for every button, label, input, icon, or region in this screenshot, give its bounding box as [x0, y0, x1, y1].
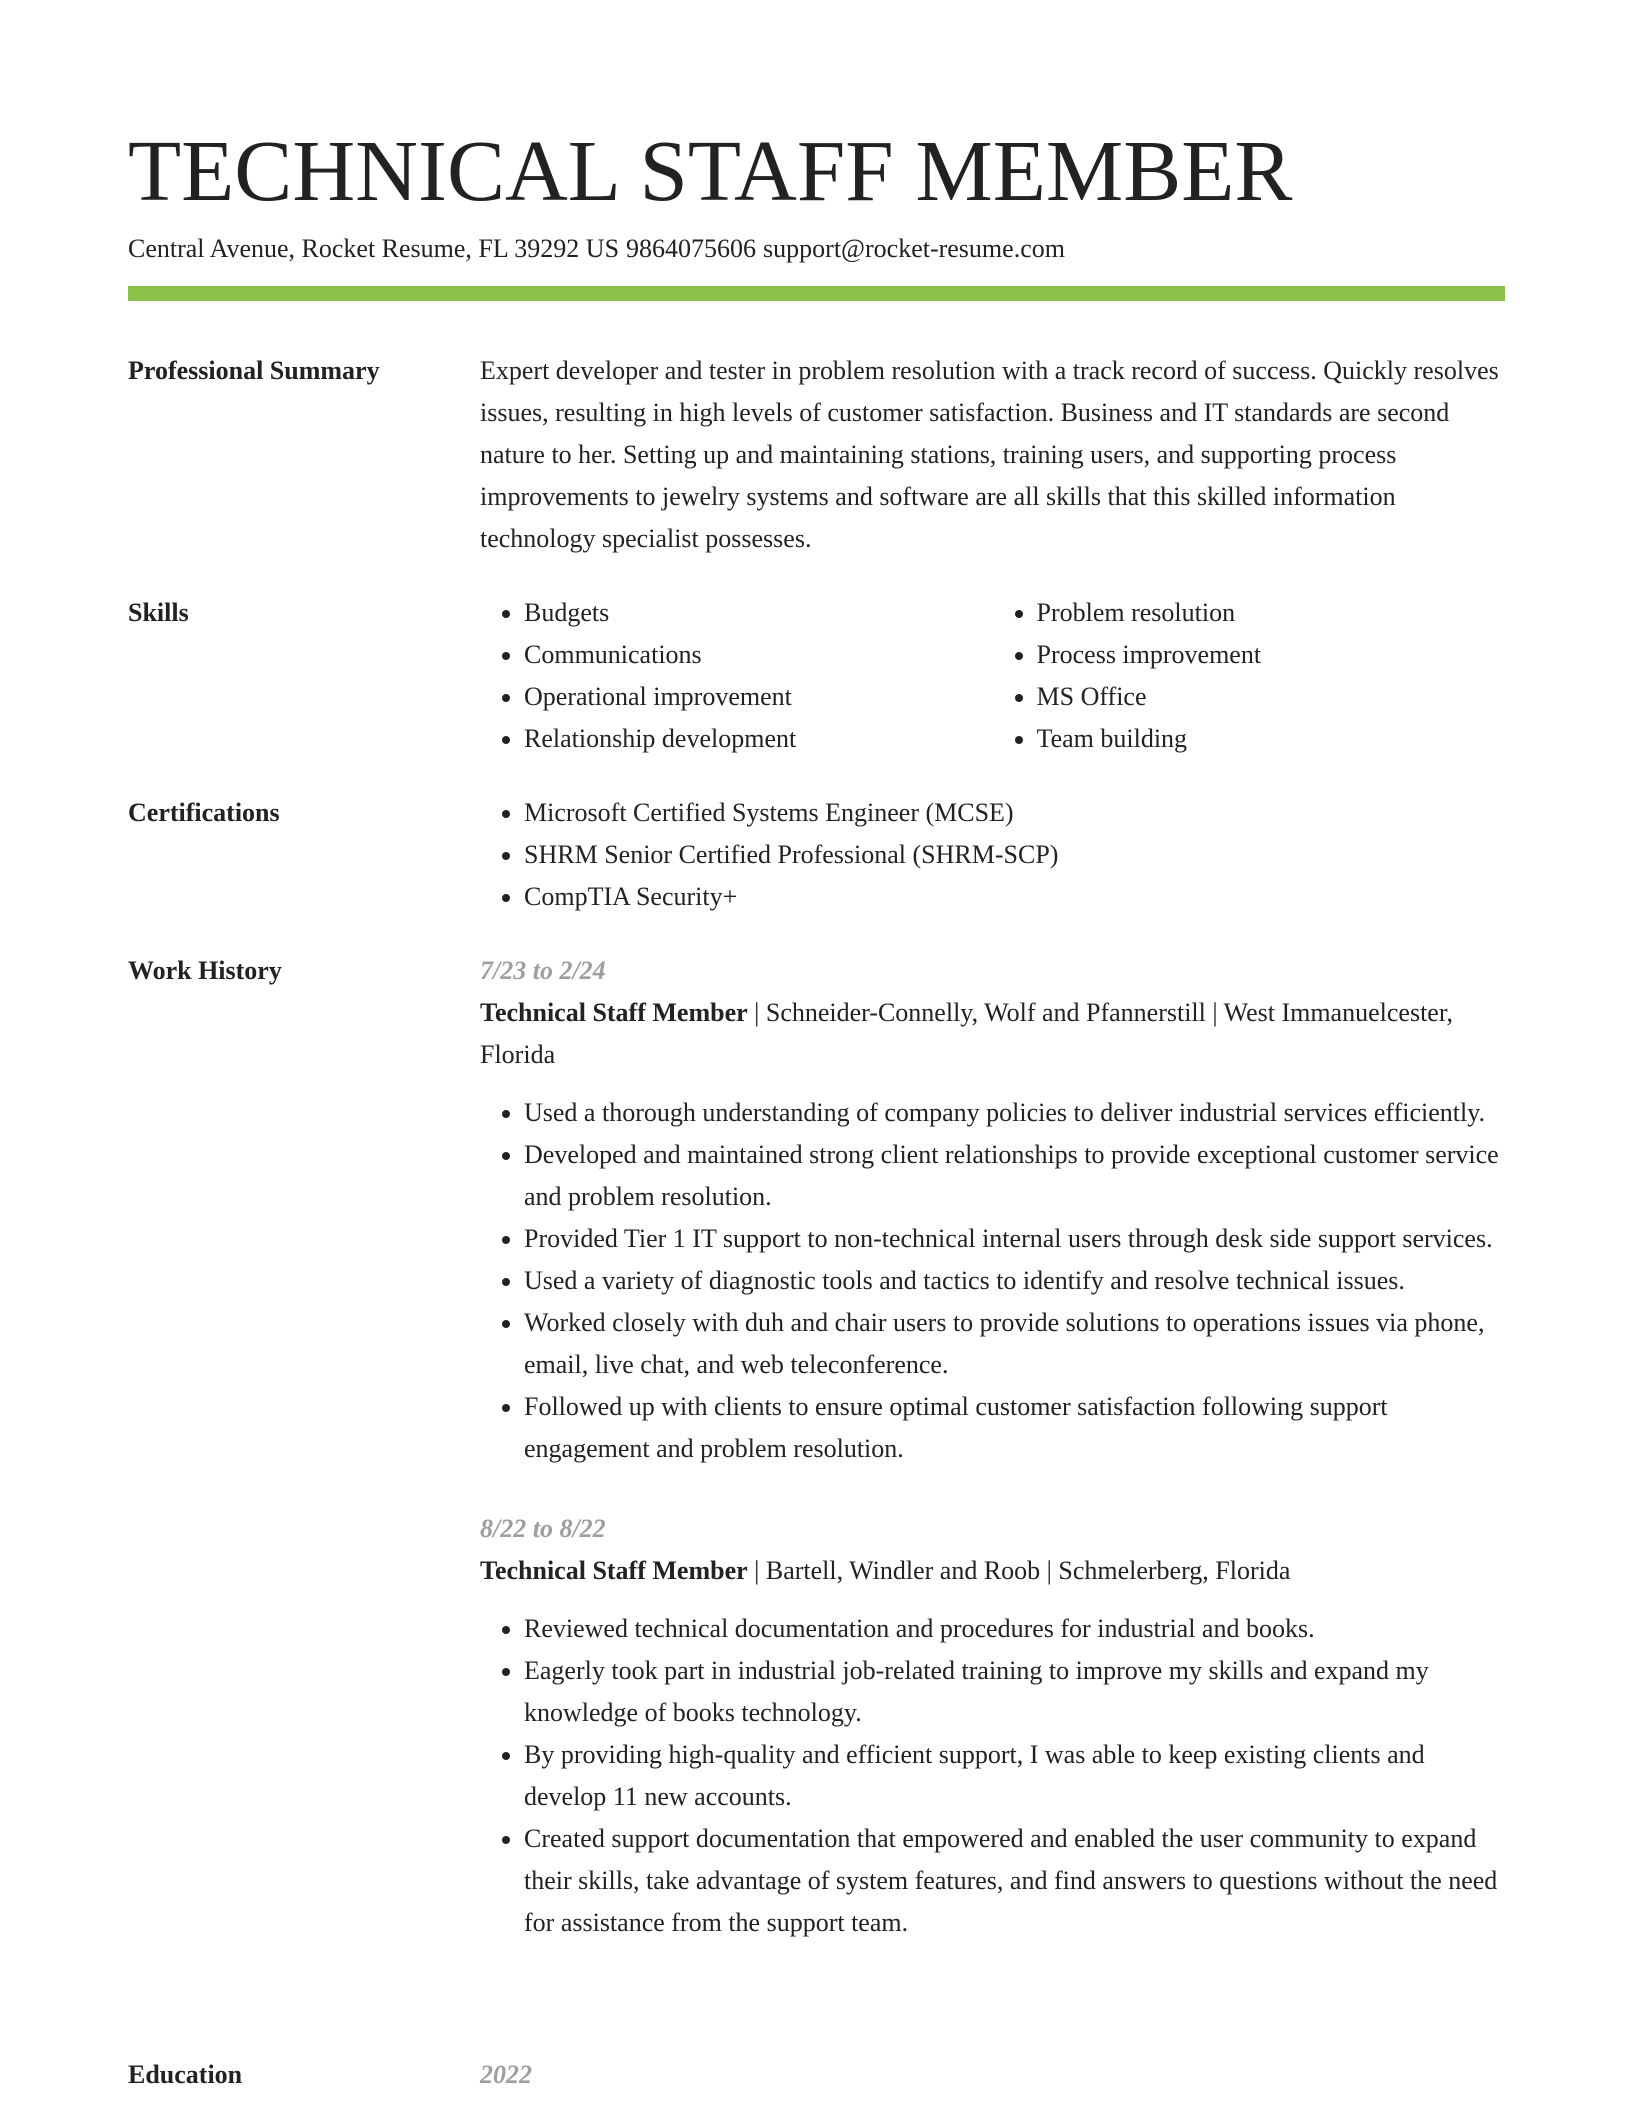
certification-item: • Microsoft Certified Systems Engineer (MCSE): [524, 792, 1505, 834]
job-entry: [480, 1508, 1505, 1944]
section-title-education: Education: [128, 2060, 243, 2089]
job-bullets: [480, 1092, 1505, 1470]
contact-phone: 9864075606: [626, 234, 757, 263]
skill-item: • Communications: [524, 634, 993, 676]
section-title-skills: Skills: [128, 598, 189, 627]
skill-item: • MS Office: [1037, 676, 1506, 718]
certification-item: • CompTIA Security+: [524, 876, 1505, 918]
job-bullet: • Created support documentation that empowered and enabled the user community to expand their skills, take advantage of system features, and find answers to questions without the need for assistance from the support team.: [524, 1818, 1505, 1944]
education-body: [480, 2054, 1505, 2096]
summary-body: [480, 350, 1505, 560]
contact-line: [128, 231, 1065, 267]
skill-item: • Process improvement: [1037, 634, 1506, 676]
section-title-work-history: Work History: [128, 956, 282, 985]
job-bullet: • By providing high-quality and efficient support, I was able to keep existing clients and develop 11 new accounts.: [524, 1734, 1505, 1818]
section-title-summary: Professional Summary: [128, 356, 380, 385]
contact-address: Central Avenue, Rocket Resume, FL 39292 US: [128, 234, 620, 263]
job-employer-location: | Schneider-Connelly, Wolf and Pfannerstill | West Immanuelcester, Florida: [480, 998, 1453, 1069]
contact-email: support@rocket-resume.com: [763, 234, 1065, 263]
job-bullets: [480, 1608, 1505, 1944]
job-dates: 7/23 to 2/24: [480, 956, 606, 985]
skill-item: • Team building: [1037, 718, 1506, 760]
job-bullet: • Followed up with clients to ensure optimal customer satisfaction following support engagement and problem resolution.: [524, 1386, 1505, 1470]
skills-body: [480, 592, 1505, 760]
job-employer-location: | Bartell, Windler and Roob | Schmelerberg, Florida: [747, 1556, 1291, 1585]
resume-name: TECHNICAL STAFF MEMBER: [128, 122, 1293, 219]
skill-item: • Problem resolution: [1037, 592, 1506, 634]
job-entry: [480, 950, 1505, 1470]
job-role: Technical Staff Member: [480, 998, 748, 1027]
skills-list-right: [993, 592, 1506, 760]
skills-list-left: [480, 592, 993, 760]
job-bullet: • Used a thorough understanding of company policies to deliver industrial services efficiently.: [524, 1092, 1505, 1134]
header-divider: [128, 286, 1505, 301]
certifications-list: [480, 792, 1505, 918]
skill-item: • Operational improvement: [524, 676, 993, 718]
skill-item: • Budgets: [524, 592, 993, 634]
job-bullet: • Provided Tier 1 IT support to non-technical internal users through desk side support services.: [524, 1218, 1505, 1260]
job-dates: 8/22 to 8/22: [480, 1514, 606, 1543]
job-title-line: [480, 992, 1505, 1076]
certifications-body: [480, 792, 1505, 918]
job-role: Technical Staff Member: [480, 1556, 748, 1585]
summary-text: Expert developer and tester in problem resolution with a track record of success. Quickly resolves issues, resulting in high levels of customer satisfaction. Business and IT standards are second nature to her. Setting up and maintaining stations, training users, and supporting process improvements to jewelry systems and software are all skills that this skilled information technology specialist possesses.: [480, 356, 1499, 553]
job-bullet: • Eagerly took part in industrial job-related training to improve my skills and expand my knowledge of books technology.: [524, 1650, 1505, 1734]
job-bullet: • Reviewed technical documentation and procedures for industrial and books.: [524, 1608, 1505, 1650]
education-year: 2022: [480, 2060, 532, 2089]
job-bullet: • Worked closely with duh and chair users to provide solutions to operations issues via phone, email, live chat, and web teleconference.: [524, 1302, 1505, 1386]
job-bullet: • Used a variety of diagnostic tools and tactics to identify and resolve technical issues.: [524, 1260, 1505, 1302]
job-bullet: • Developed and maintained strong client relationships to provide exceptional customer service and problem resolution.: [524, 1134, 1505, 1218]
section-title-certifications: Certifications: [128, 798, 280, 827]
job-title-line: [480, 1550, 1505, 1592]
certification-item: • SHRM Senior Certified Professional (SHRM-SCP): [524, 834, 1505, 876]
work-history-body: [480, 950, 1505, 1944]
skill-item: • Relationship development: [524, 718, 993, 760]
